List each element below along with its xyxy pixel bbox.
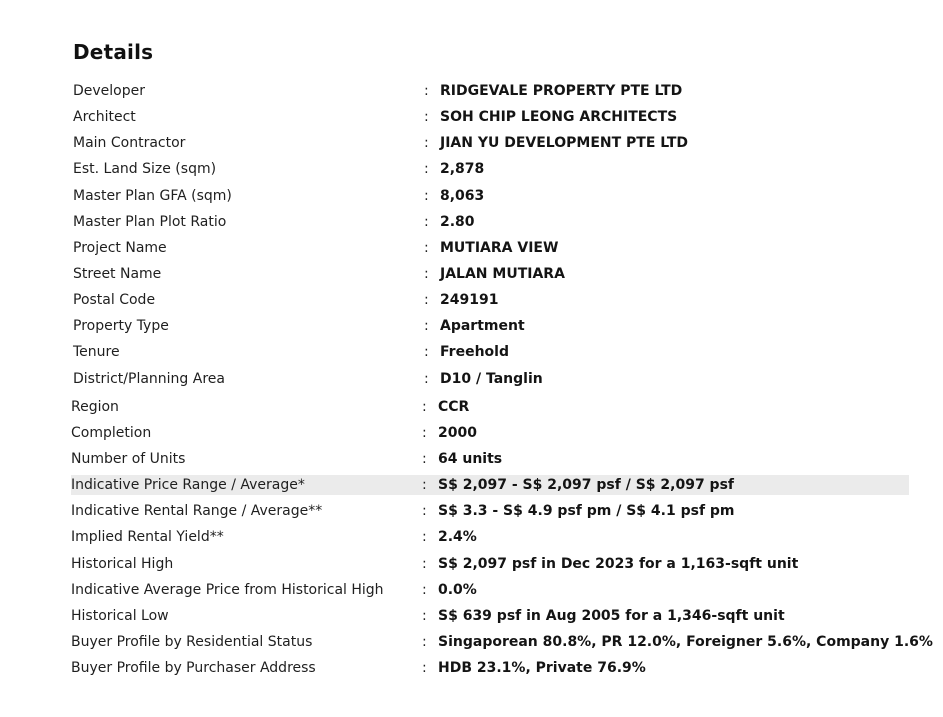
colon-separator: : — [422, 477, 427, 493]
detail-label: Est. Land Size (sqm) — [73, 161, 217, 177]
detail-value: 64 units — [438, 451, 503, 467]
detail-value: RIDGEVALE PROPERTY PTE LTD — [440, 83, 683, 99]
detail-label: Historical Low — [71, 608, 169, 624]
colon-separator: : — [424, 371, 429, 387]
detail-value: 8,063 — [440, 188, 485, 204]
section-title: Details — [73, 40, 154, 64]
colon-separator: : — [422, 451, 427, 467]
detail-label: Street Name — [73, 266, 162, 282]
detail-value: 2.80 — [440, 214, 475, 230]
detail-row — [73, 264, 903, 284]
detail-value: 2.4% — [438, 529, 477, 545]
colon-separator: : — [422, 634, 427, 650]
detail-row — [71, 501, 901, 521]
detail-value: S$ 639 psf in Aug 2005 for a 1,346-sqft unit — [438, 608, 785, 624]
detail-label: Master Plan Plot Ratio — [73, 214, 227, 230]
detail-value: D10 / Tanglin — [440, 371, 543, 387]
detail-value: Apartment — [440, 318, 525, 334]
detail-value: SOH CHIP LEONG ARCHITECTS — [440, 109, 678, 125]
detail-row — [71, 554, 901, 574]
detail-row — [73, 342, 903, 362]
colon-separator: : — [424, 135, 429, 151]
detail-label: Buyer Profile by Residential Status — [71, 634, 313, 650]
detail-row — [73, 212, 903, 232]
detail-label: Implied Rental Yield** — [71, 529, 224, 545]
detail-row — [71, 606, 901, 626]
detail-label: Indicative Price Range / Average* — [71, 477, 305, 493]
colon-separator: : — [422, 503, 427, 519]
detail-label: Completion — [71, 425, 152, 441]
detail-value: S$ 2,097 - S$ 2,097 psf / S$ 2,097 psf — [438, 477, 735, 493]
detail-row — [73, 186, 903, 206]
detail-row — [71, 658, 901, 678]
detail-label: Buyer Profile by Purchaser Address — [71, 660, 316, 676]
colon-separator: : — [424, 109, 429, 125]
detail-value: HDB 23.1%, Private 76.9% — [438, 660, 646, 676]
colon-separator: : — [422, 556, 427, 572]
detail-label: Postal Code — [73, 292, 156, 308]
colon-separator: : — [424, 318, 429, 334]
detail-label: Number of Units — [71, 451, 186, 467]
detail-label: Main Contractor — [73, 135, 186, 151]
detail-row — [73, 159, 903, 179]
detail-row — [73, 133, 903, 153]
detail-row — [73, 238, 903, 258]
colon-separator: : — [424, 266, 429, 282]
detail-row — [71, 632, 933, 652]
detail-row — [71, 423, 901, 443]
detail-label: Project Name — [73, 240, 167, 256]
detail-value: S$ 2,097 psf in Dec 2023 for a 1,163-sqft unit — [438, 556, 799, 572]
colon-separator: : — [422, 529, 427, 545]
colon-separator: : — [424, 292, 429, 308]
detail-row — [73, 81, 903, 101]
detail-value: 2,878 — [440, 161, 485, 177]
colon-separator: : — [422, 582, 427, 598]
detail-value: S$ 3.3 - S$ 4.9 psf pm / S$ 4.1 psf pm — [438, 503, 735, 519]
detail-label: District/Planning Area — [73, 371, 225, 387]
colon-separator: : — [424, 161, 429, 177]
detail-value: MUTIARA VIEW — [440, 240, 559, 256]
detail-row — [71, 449, 901, 469]
detail-label: Indicative Rental Range / Average** — [71, 503, 323, 519]
detail-value: JIAN YU DEVELOPMENT PTE LTD — [440, 135, 689, 151]
detail-row — [73, 290, 903, 310]
colon-separator: : — [422, 608, 427, 624]
colon-separator: : — [422, 425, 427, 441]
detail-label: Indicative Average Price from Historical High — [71, 582, 384, 598]
detail-label: Master Plan GFA (sqm) — [73, 188, 232, 204]
detail-row — [73, 107, 903, 127]
colon-separator: : — [424, 83, 429, 99]
colon-separator: : — [424, 188, 429, 204]
detail-value: Singaporean 80.8%, PR 12.0%, Foreigner 5.6%, Company 1.6% — [438, 634, 933, 650]
detail-value: CCR — [438, 399, 470, 415]
detail-label: Architect — [73, 109, 136, 125]
detail-label: Property Type — [73, 318, 169, 334]
detail-row — [71, 475, 909, 495]
detail-label: Developer — [73, 83, 146, 99]
colon-separator: : — [424, 240, 429, 256]
detail-label: Region — [71, 399, 119, 415]
detail-row — [73, 316, 903, 336]
detail-row — [71, 527, 901, 547]
detail-value: JALAN MUTIARA — [440, 266, 565, 282]
detail-value: 249191 — [440, 292, 499, 308]
detail-value: 2000 — [438, 425, 477, 441]
detail-label: Historical High — [71, 556, 174, 572]
colon-separator: : — [422, 660, 427, 676]
detail-row — [71, 580, 901, 600]
detail-value: Freehold — [440, 344, 509, 360]
detail-value: 0.0% — [438, 582, 477, 598]
detail-row — [73, 369, 903, 389]
colon-separator: : — [424, 214, 429, 230]
colon-separator: : — [424, 344, 429, 360]
detail-row — [71, 397, 901, 417]
colon-separator: : — [422, 399, 427, 415]
detail-label: Tenure — [73, 344, 120, 360]
